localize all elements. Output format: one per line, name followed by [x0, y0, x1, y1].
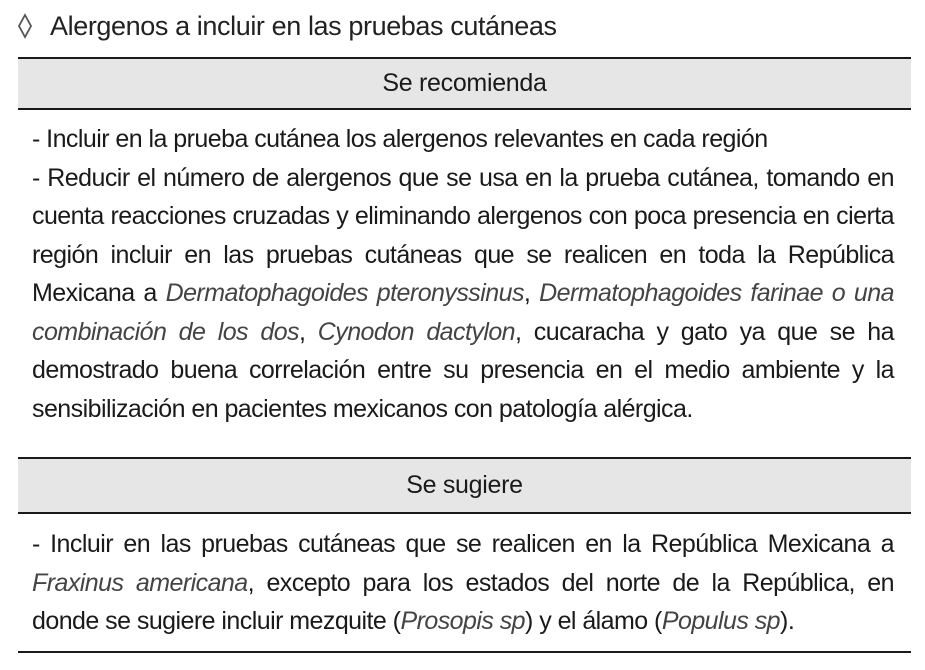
section-heading: Se sugiere	[406, 471, 523, 499]
section-heading: Se recomienda	[382, 69, 547, 97]
section-header-bottom-rule	[18, 512, 911, 514]
section-header-suggest	[18, 459, 911, 512]
suggestion-item: - Incluir en las pruebas cutáneas que se realicen en la República Mexicana a Fraxinus americana, excepto para los estados del norte de la República, en donde se sugiere incluir mezquite (Prosopis sp) y el álamo (Populus sp).	[32, 530, 894, 635]
section-header-recommend	[18, 59, 911, 108]
diamond-outline-icon	[14, 10, 36, 42]
recommendation-item: - Incluir en la prueba cutánea los alergenos relevantes en cada región	[32, 125, 768, 153]
document-title: Alergenos a incluir en las pruebas cutáneas	[50, 10, 557, 41]
recommendation-item: - Reducir el número de alergenos que se usa en la prueba cutánea, tomando en cuenta reacciones cruzadas y eliminando alergenos con poca presencia en cierta región incluir en las pruebas cutáneas que se realicen en toda la República Mexicana a Dermatophagoides pteronyssinus, Dermatophagoides farinae o una combinación de los dos, Cynodon dactylon, cucaracha y gato ya que se ha demostrado buena correlación entre su presencia en el medio ambiente y la sensibilización en pacientes mexicanos con patología alérgica.	[32, 163, 894, 423]
document-title-row	[14, 8, 557, 44]
section-header-bottom-rule	[18, 108, 911, 110]
table-bottom-rule	[18, 651, 911, 653]
